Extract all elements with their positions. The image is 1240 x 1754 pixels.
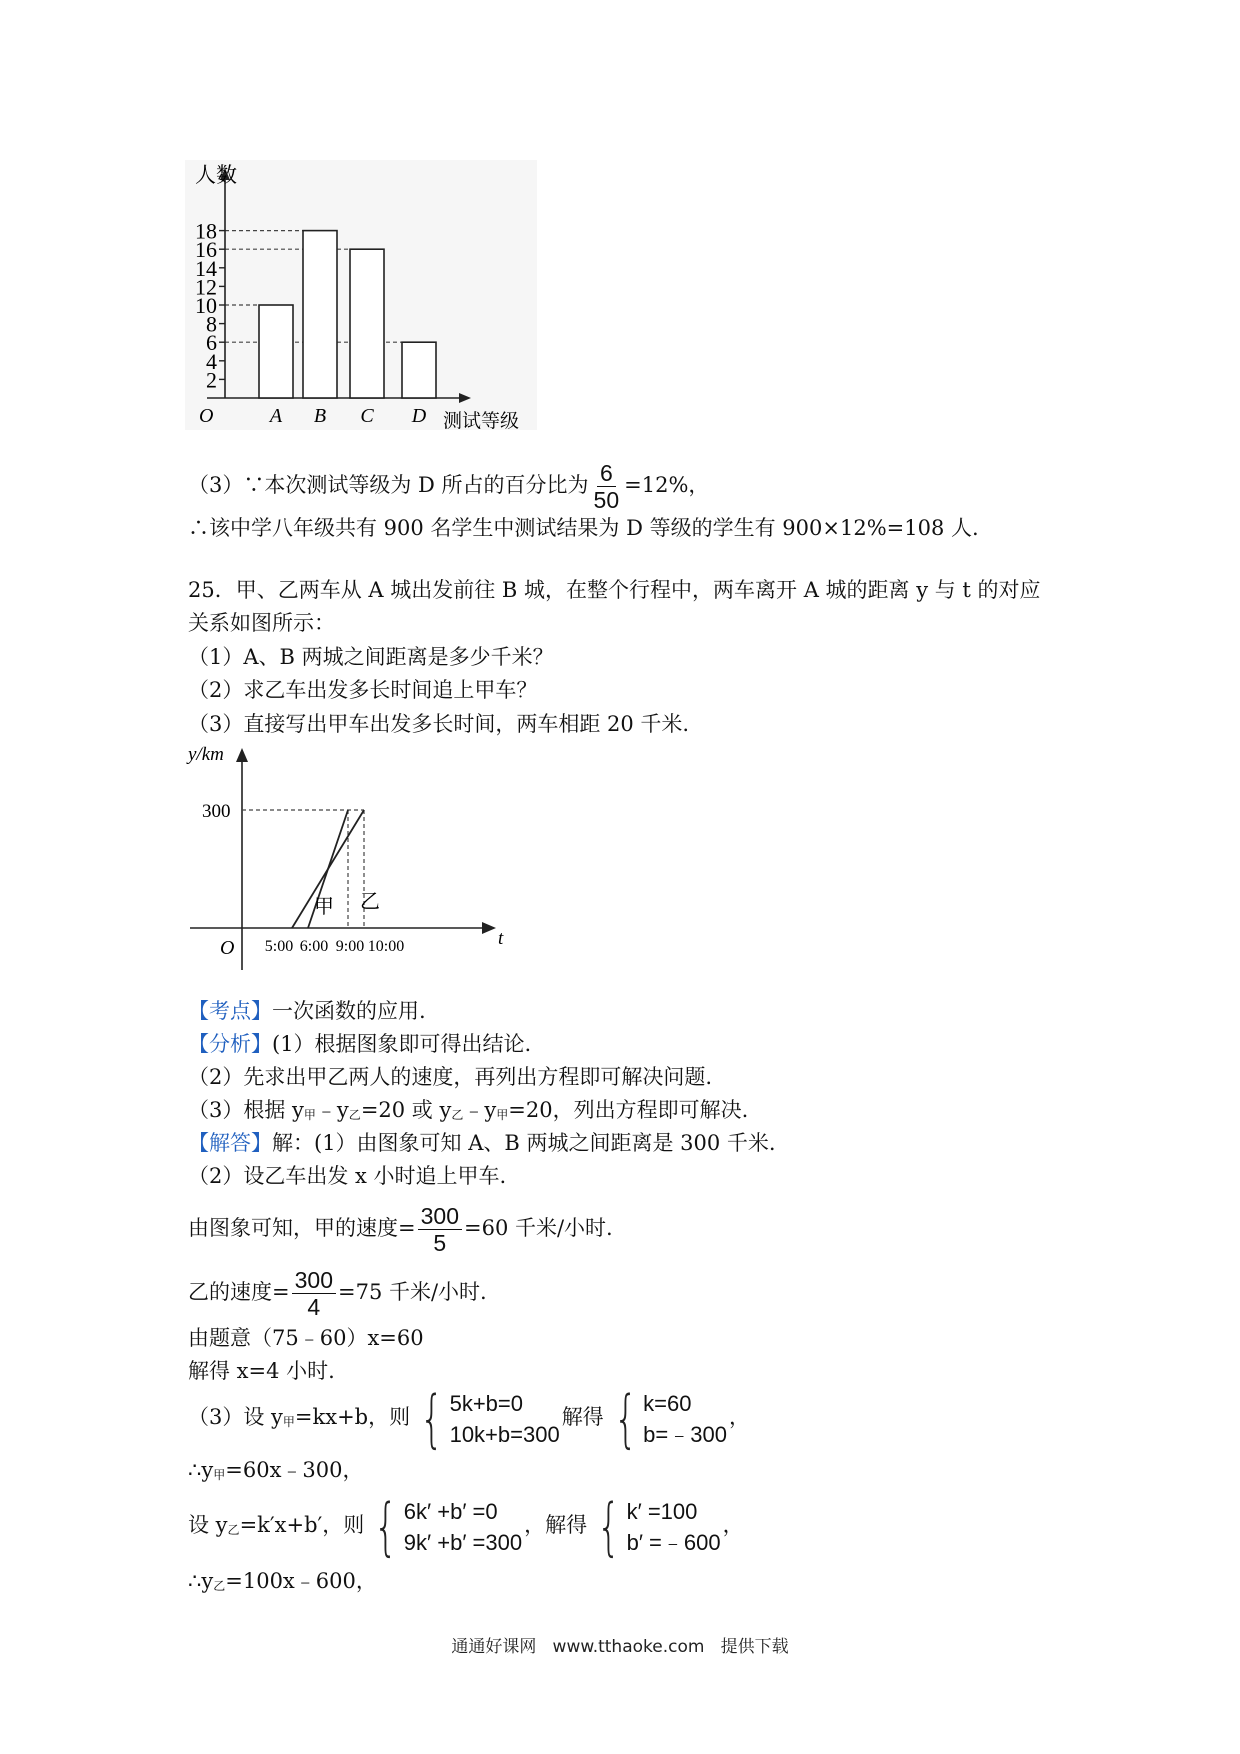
line-chart — [180, 738, 520, 978]
page-footer — [0, 1632, 1240, 1657]
jieda-tag: 【解答】 — [188, 1131, 272, 1155]
speed-yi-fraction: $\frac{300}{4}$ — [292, 1267, 336, 1320]
q25-subquestion-3: （3）直接写出甲车出发多长时间，两车相距 20 千米. — [188, 712, 690, 736]
fraction-denominator: 50 — [593, 487, 620, 513]
q25-stem-line1: 25．甲、乙两车从 A 城出发前往 B 城，在整个行程中，两车离开 A 城的距离 y 与 t 的对应 — [188, 578, 1041, 602]
system-jia-line: （3）设 y甲=kx+b，则 { 5k+b=0 10k+b=300 解得 { k=60 b=﹣300 ， — [188, 1381, 750, 1455]
prev-part3-fraction — [591, 460, 623, 513]
footer-note: 提供下载 — [720, 1637, 789, 1657]
q25-subquestion-2: （2）求乙车出发多长时间追上甲车？ — [188, 678, 538, 702]
prev-part3-suffix: =12%， — [624, 473, 710, 497]
line-chart-ylabel: y/km — [188, 744, 224, 765]
fenxi-line-2: （2）先求出甲乙两人的速度，再列出方程即可解决问题. — [188, 1065, 713, 1089]
line-x-tick-label-9:00: 9:00 — [335, 938, 365, 955]
line-chart-origin: O — [220, 937, 235, 959]
bar-y-tick-label-10: 10 — [195, 293, 217, 318]
q25-stem-line2: 关系如图所示： — [188, 611, 335, 635]
solution-step-2: （2）设乙车出发 x 小时追上甲车. — [188, 1164, 507, 1188]
line-chart-xlabel: t — [498, 928, 504, 949]
fenxi-text: (1）根据图象即可得出结论. — [272, 1032, 532, 1056]
speed-yi-line: 乙的速度= $\frac{300}{4}$ =75 千米/小时. — [188, 1267, 487, 1320]
system-jia-solution: { k=60 b=﹣300 — [613, 1381, 727, 1455]
bar-x-tick-label-D: D — [411, 405, 427, 427]
bar-x-tick-label-B: B — [313, 405, 327, 427]
kaodian-text: 一次函数的应用. — [272, 999, 426, 1023]
prev-part3-line — [188, 460, 709, 513]
line-chart-x-arrow — [482, 922, 496, 934]
bar-C — [350, 249, 384, 398]
line-label-yi: 乙 — [360, 891, 380, 913]
line-label-jia: 甲 — [314, 896, 334, 918]
speed-jia-fraction: $\frac{300}{5}$ — [418, 1203, 462, 1256]
kaodian-line — [188, 996, 426, 1026]
footer-url: www.tthaoke.com — [552, 1637, 705, 1657]
bar-B — [303, 231, 337, 398]
line-x-tick-label-10:00: 10:00 — [367, 938, 405, 955]
fenxi-tag: 【分析】 — [188, 1032, 272, 1056]
line-chart-y-arrow — [236, 748, 248, 762]
prev-part3-prefix: （3）∵本次测试等级为 D 所占的百分比为 — [188, 473, 589, 497]
footer-site: 通通好课网 — [451, 1637, 537, 1657]
system-yi-line: 设 y乙=k′x+b′，则 { 6k′ +b′ =0 9k′ +b′ =300 ，解得 { k′ =100 b′ =﹣600 ， — [188, 1489, 744, 1563]
system-yi-solution: { k′ =100 b′ =﹣600 — [597, 1489, 721, 1563]
bar-y-tick-label-12: 12 — [195, 274, 217, 300]
result-yi-line: ∴y乙=100x﹣600， — [188, 1569, 377, 1593]
bar-chart-origin: O — [199, 405, 214, 427]
kaodian-tag: 【考点】 — [188, 999, 272, 1023]
fraction-numerator: 6 — [597, 460, 616, 487]
bar-y-tick-label-18: 18 — [195, 218, 217, 244]
bar-y-tick-label-16: 16 — [195, 237, 217, 263]
system-yi-equations: { 6k′ +b′ =0 9k′ +b′ =300 — [374, 1489, 523, 1563]
jieda-line — [188, 1128, 776, 1158]
fenxi-line-3: （3）根据 y甲﹣y乙=20 或 y乙﹣y甲=20，列出方程即可解决. — [188, 1098, 749, 1122]
line-x-tick-label-6:00: 6:00 — [299, 938, 329, 955]
bar-x-tick-label-C: C — [360, 405, 374, 427]
bar-y-tick-label-2: 2 — [206, 367, 217, 393]
bar-D — [402, 342, 436, 398]
bar-y-tick-label-6: 6 — [206, 330, 217, 356]
equation-solution: 解得 x=4 小时. — [188, 1359, 335, 1383]
result-jia-line: ∴y甲=60x﹣300， — [188, 1458, 364, 1482]
bar-chart-ylabel: 人数 — [195, 163, 237, 187]
equation-line: 由题意（75﹣60）x=60 — [188, 1326, 424, 1350]
prev-part3-conclusion: ∴该中学八年级共有 900 名学生中测试结果为 D 等级的学生有 900×12%=108 人. — [188, 516, 979, 540]
bar-chart-xlabel: 测试等级 — [443, 411, 520, 432]
jieda-text: 解：(1）由图象可知 A、B 两城之间距离是 300 千米. — [272, 1131, 776, 1155]
bar-y-tick-label-4: 4 — [206, 348, 217, 374]
bar-y-tick-label-8: 8 — [206, 311, 217, 337]
bar-A — [259, 305, 293, 398]
speed-jia-line: 由图象可知，甲的速度= $\frac{300}{5}$ =60 千米/小时. — [188, 1203, 613, 1256]
line-chart-y-tick-300: 300 — [202, 801, 231, 822]
q25-subquestion-1: （1）A、B 两城之间距离是多少千米？ — [188, 645, 554, 669]
line-x-tick-label-5:00: 5:00 — [264, 938, 294, 955]
bar-x-tick-label-A: A — [269, 405, 283, 427]
system-jia-equations: { 5k+b=0 10k+b=300 — [420, 1381, 560, 1455]
bar-chart — [185, 160, 545, 435]
fenxi-line — [188, 1029, 531, 1059]
bar-y-tick-label-14: 14 — [195, 255, 217, 281]
